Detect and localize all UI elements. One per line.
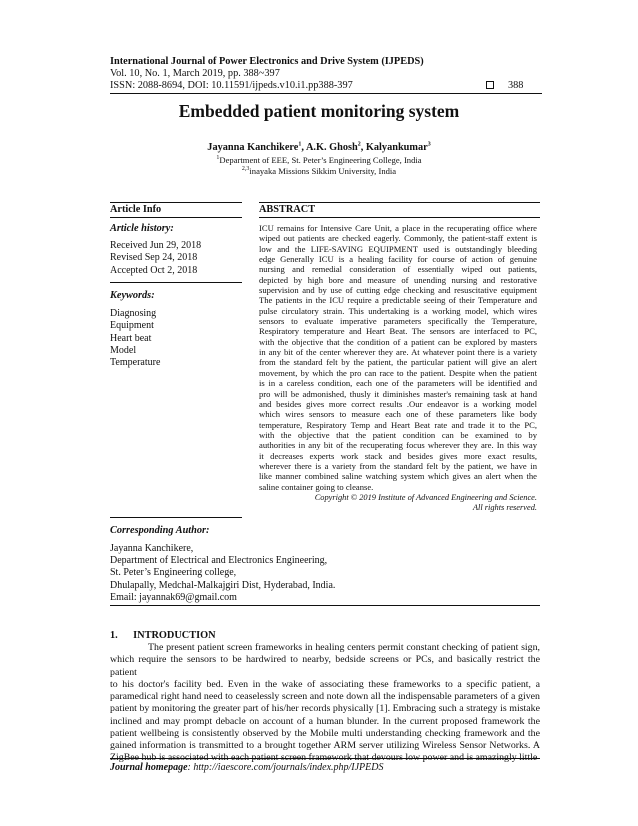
keyword-item: Temperature	[110, 357, 161, 369]
issn-doi: ISSN: 2088-8694, DOI: 10.11591/ijpeds.v10.i1.pp388-397	[110, 80, 353, 91]
homepage-label: Journal homepage	[110, 762, 188, 773]
introduction-line: ZigBee hub is associated with each patient screen framework that devours low power and is amazingly little	[110, 752, 538, 764]
article-info-top-rule	[110, 202, 242, 203]
footer-rule	[110, 758, 540, 759]
corresponding-top-rule	[110, 517, 242, 518]
received-date: Received Jun 29, 2018	[110, 240, 202, 251]
affiliation-1	[0, 155, 638, 165]
journal-homepage	[110, 762, 384, 773]
abstract-top-rule	[259, 202, 540, 203]
keywords-label: Keywords:	[110, 290, 155, 301]
abstract-line: it decreases experts work stack and besides gives more exact results,	[259, 450, 537, 461]
author-list	[0, 142, 638, 153]
square-icon	[486, 81, 494, 89]
introduction-line: patient wellbeing is consistently observed by the Mobile multi understanding checking framework and the	[110, 727, 540, 739]
article-history	[110, 240, 201, 277]
abstract-line: movement, by which the pro can race to the patient. Despite when the patient	[259, 367, 537, 378]
introduction-line: gained information is transmitted to a brought together ARM server utilizing Wireless Sensor Networks. A	[110, 740, 540, 751]
abstract-heading: ABSTRACT	[259, 204, 316, 215]
abstract-body	[259, 223, 537, 492]
abstract-line: authorities in any bit of the recuperating focus wherever they are. In this way	[259, 440, 537, 451]
copyright-line: Copyright © 2019 Institute of Advanced Engineering and Science.	[314, 493, 537, 502]
introduction-line: The present patient screen frameworks in healing centers permit constant checking of patient sign,	[148, 642, 540, 653]
author-3-sup: 3	[427, 141, 431, 148]
rights-line: All rights reserved.	[472, 503, 537, 513]
abstract-line: with the objective that the condition of a patient can be explored by masters	[259, 336, 537, 347]
header-rule	[110, 93, 542, 94]
corresponding-line: Department of Electrical and Electronics Engineering,	[110, 555, 328, 567]
keywords-list	[110, 308, 160, 369]
affiliation-1-text: Department of EEE, St. Peter’s Engineering College, India	[219, 155, 422, 165]
corresponding-line: Dhulapally, Medchal-Malkajgiri Dist, Hyderabad, India.	[110, 579, 336, 591]
corresponding-bottom-rule	[110, 605, 540, 606]
affiliation-2	[0, 166, 638, 176]
abstract-line: pro will be admonished, thusly it diminishes master's remaining task at hand	[259, 388, 537, 399]
author-2: , A.K. Ghosh	[301, 142, 358, 153]
homepage-url[interactable]: : http://iaescore.com/journals/index.php/IJPEDS	[187, 762, 384, 773]
abstract-line: in any bit of the center wherever they are. At whatever point there is a variety	[259, 347, 537, 358]
abstract-line: The patients in the ICU require a predictable seeing of their Temperature and	[259, 295, 537, 306]
article-info-rule	[110, 217, 242, 218]
abstract-line: from the standard felt by the patient, the particular patient will give an alert	[259, 357, 537, 368]
abstract-line: nursing and remedial consideration of essentially wiped out patients,	[259, 264, 537, 275]
abstract-line: and besides gives more correct results .Our endeavor is a working model	[259, 398, 537, 409]
keywords-rule	[110, 282, 242, 283]
corresponding-line: Email: jayannak69@gmail.com	[110, 591, 237, 603]
abstract-line: wherever there is a variety from the standard felt by the patient, we have in	[259, 460, 537, 471]
keyword-item: Equipment	[110, 320, 154, 332]
abstract-line: saline container going to cleanse.	[259, 481, 374, 492]
abstract-line: with the objective that the patient condition can be examined to by	[259, 429, 537, 440]
abstract-line: edge Generally ICU is a healing facility for course of action of genuine	[259, 254, 537, 265]
abstract-line: is in a careless condition, each one of the parameters will be identified and	[259, 378, 537, 389]
introduction-line: which require the sensors to be hardwired to nearby, bedside screens or PCs, and basically restrict the patient	[110, 654, 540, 678]
affiliation-1-sup: 1	[216, 155, 220, 162]
paper-title: Embedded patient monitoring system	[178, 101, 460, 121]
introduction-line: inclined and may prompt debacle on account of a human blunder. In the current proposed framework the	[110, 715, 540, 727]
author-1-sup: 1	[298, 141, 302, 148]
introduction-heading: 1. INTRODUCTION	[110, 630, 216, 641]
volume-info: Vol. 10, No. 1, March 2019, pp. 388~397	[110, 68, 280, 79]
author-2-sup: 2	[357, 141, 361, 148]
journal-name: International Journal of Power Electronics and Drive System (IJPEDS)	[110, 56, 424, 67]
author-1: Jayanna Kanchikere	[207, 142, 299, 153]
corresponding-details	[110, 543, 335, 604]
accepted-date: Accepted Oct 2, 2018	[110, 264, 198, 276]
affiliation-2-text: inayaka Missions Sikkim University, India	[249, 166, 397, 176]
abstract-line: like manner combined saline watching system which gives an alert when the	[259, 471, 537, 482]
abstract-line: supervision and by use of cutting edge checking and resuscitative equipment	[259, 285, 537, 296]
abstract-line: depicted by high bore and measure of unending nursing and restorative	[259, 274, 537, 285]
abstract-line: wiped out patients are checked eagerly. Commonly, the patient-staff extent is	[259, 233, 537, 244]
article-history-label: Article history:	[110, 223, 174, 234]
corresponding-heading: Corresponding Author:	[110, 525, 210, 536]
abstract-line: pulse circulatory strain. This undertaking is a working model, which wires	[259, 305, 537, 316]
abstract-line: Respiratory temperature and Heart Beat. The sensors are interfaced to PC,	[259, 326, 537, 337]
affiliation-2-sup: 2,3	[241, 166, 250, 173]
introduction-line: paramedical right hand need to ceaselessly screen and note down all the indispensable parameters of a given	[110, 691, 540, 702]
corresponding-line: Jayanna Kanchikere,	[110, 543, 194, 554]
introduction-line: to his doctor's facility bed. Even in the wake of associating these frameworks to a specific patient, a	[110, 678, 540, 690]
author-3: , Kalyankumar	[360, 142, 428, 153]
abstract-line: temperature, Respiratory Temp and Heart Beat rate and trade it to the PC,	[259, 419, 537, 430]
introduction-body	[110, 642, 540, 765]
keyword-item: Heart beat	[110, 332, 152, 344]
introduction-line: patient by monitoring the greater part of his/her records physically [1]. Embracing such a strategy is mistake	[110, 703, 540, 715]
page-number: 388	[508, 80, 524, 91]
abstract-line: low and the LIFE-SAVING EQUIPMENT used is outstandingly bleeding	[259, 243, 537, 254]
revised-date: Revised Sep 24, 2018	[110, 252, 198, 264]
article-info-heading: Article Info	[110, 204, 162, 215]
copyright-notice	[259, 493, 537, 514]
abstract-line: ICU remains for Intensive Care Unit, a place in the recuperating office where	[259, 223, 537, 233]
abstract-line: sensors to evaluate imperative parameters specifically the Temperature,	[259, 316, 537, 327]
abstract-line: which wires sensors to measure each one of these parameters like body	[259, 409, 537, 420]
corresponding-line: St. Peter’s Engineering college,	[110, 567, 237, 579]
abstract-rule	[259, 217, 540, 218]
keyword-item: Diagnosing	[110, 308, 157, 319]
keyword-item: Model	[110, 344, 137, 356]
